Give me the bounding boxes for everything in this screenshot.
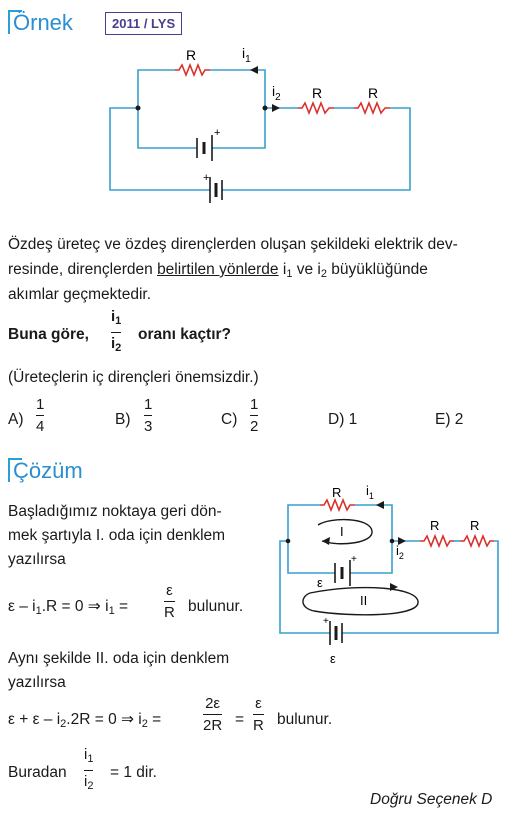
circuit-diagram-1 (100, 40, 420, 205)
option-c-fraction: 1 2 (250, 396, 259, 436)
plus-sign-1: + (214, 127, 221, 139)
emf-label-1: ε (317, 575, 323, 590)
resistor-label-3: R (430, 518, 440, 533)
equation-2: $\varepsilon + \varepsilon - i_2.2R = 0$ ⇒ $i_2$ = (8, 711, 162, 730)
i2-arrow (272, 104, 280, 112)
answer-text: Doğru Seçenek D (370, 791, 493, 808)
resistor-top-2 (320, 500, 355, 510)
svg-text:i1: $i_1$ (242, 45, 251, 65)
resistor-top (175, 65, 210, 75)
question-ask-a: Buna göre, (8, 326, 89, 343)
plus-sign-3: + (351, 554, 357, 565)
year-badge: 2011 / LYS (105, 12, 182, 35)
resistor-label-top-2: R (332, 485, 342, 500)
resistor-label-1: R (312, 85, 323, 101)
solution-heading: Çözüm (13, 458, 83, 483)
solution-p2-line-2: yazılırsa (8, 674, 66, 691)
solution-p1-line-1: Başladığımız noktaya geri dön- (8, 503, 222, 520)
result-b: = 1 dir. (110, 764, 157, 781)
option-d-label[interactable]: D) 1 (328, 411, 358, 428)
battery-4 (330, 621, 342, 645)
question-fraction: $i_1$ $i_2$ (111, 308, 122, 355)
i2-arrow-2 (398, 537, 406, 545)
equation-2-equals: = (235, 711, 245, 728)
result-a: Buradan (8, 764, 67, 781)
resistor-right-4 (460, 536, 494, 546)
example-heading: Örnek (13, 10, 73, 35)
circuit-diagram-2 (270, 475, 510, 670)
equation-1-fraction: ε R (164, 582, 175, 622)
resistor-label-top: R (186, 47, 197, 63)
question-ask-b: oranı kaçtır? (138, 326, 232, 343)
resistor-right-2 (354, 103, 390, 113)
i1-arrow (250, 66, 258, 74)
option-c-label[interactable]: C) (221, 411, 238, 428)
equation-2-fraction-1: 2ε 2R (203, 695, 223, 735)
equation-1: $\varepsilon - i_1.R = 0$ ⇒ $i_1$ = (8, 598, 129, 617)
option-b-fraction: 1 3 (144, 396, 153, 436)
result-fraction: $i_1$ $i_2$ (84, 746, 94, 793)
emf-label-2: ε (330, 651, 336, 666)
plus-sign-2: + (203, 172, 210, 184)
option-a-fraction: 1 4 (36, 396, 45, 436)
resistor-right-1 (298, 103, 334, 113)
question-note: (Üreteçlerin iç dirençleri önemsizdir.) (8, 369, 259, 386)
question-line-1: Özdeş üreteç ve özdeş dirençlerden oluşan şekildeki elektrik dev- (8, 236, 458, 253)
battery-1 (197, 135, 212, 161)
plus-sign-4: + (323, 616, 329, 627)
question-line-3: akımlar geçmektedir. (8, 286, 151, 303)
option-a-label[interactable]: A) (8, 411, 24, 428)
svg-text:i1: $i_1$ (366, 483, 374, 501)
svg-text:i2: $i_2$ (272, 83, 281, 103)
svg-text:i2: $i_2$ (396, 543, 404, 561)
loop-1-label: I (340, 524, 344, 539)
solution-p2-line-1: Aynı şekilde II. oda için denklem (8, 650, 230, 667)
equation-1-tail: bulunur. (188, 598, 244, 615)
solution-p1-line-2: mek şartıyla I. oda için denklem (8, 527, 226, 544)
equation-2-fraction-2: ε R (253, 695, 264, 735)
battery-3 (335, 560, 350, 586)
option-b-label[interactable]: B) (115, 411, 131, 428)
i1-arrow-2 (376, 501, 384, 509)
solution-p1-line-3: yazılırsa (8, 551, 66, 568)
battery-2 (210, 177, 222, 203)
resistor-label-4: R (470, 518, 480, 533)
question-line-2: resinde, dirençlerden belirtilen yönlerde $i_1$ ve $i_2$ büyüklüğünde (8, 261, 428, 280)
option-e-label[interactable]: E) 2 (435, 411, 464, 428)
loop-2-label: II (360, 593, 368, 608)
resistor-label-2: R (368, 85, 379, 101)
equation-2-tail: bulunur. (277, 711, 333, 728)
resistor-right-3 (420, 536, 454, 546)
